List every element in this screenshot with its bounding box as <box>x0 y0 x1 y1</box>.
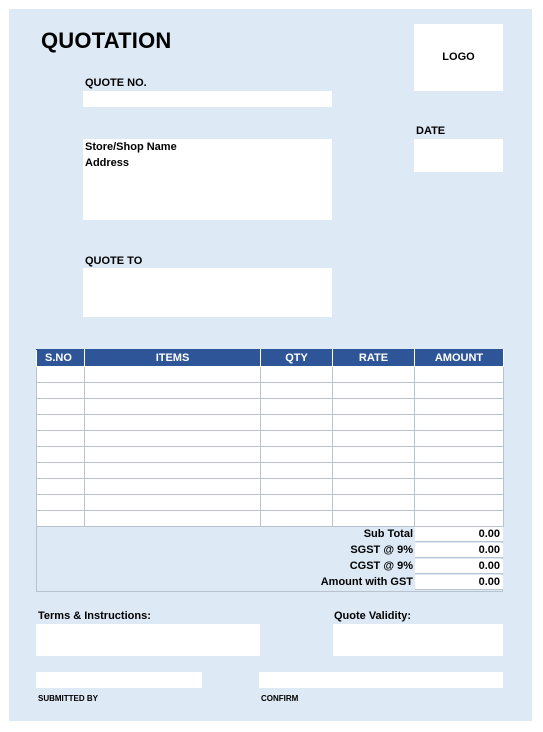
submitted-by-field[interactable] <box>36 672 202 688</box>
date-field[interactable] <box>414 139 503 172</box>
amount-cell[interactable] <box>415 399 504 415</box>
rate-cell[interactable] <box>333 367 415 383</box>
subtotal-label: Sub Total <box>363 528 413 540</box>
table-row <box>37 399 504 415</box>
amount-gst-row <box>37 575 504 591</box>
terms-label: Terms & Instructions: <box>38 610 151 622</box>
qty-cell[interactable] <box>261 431 333 447</box>
header-amount: AMOUNT <box>415 350 504 367</box>
subtotal-row <box>37 527 504 543</box>
logo-box[interactable] <box>414 24 503 91</box>
header-qty: QTY <box>261 350 333 367</box>
table-row <box>37 447 504 463</box>
qty-cell[interactable] <box>261 463 333 479</box>
quote-no-field[interactable] <box>83 91 332 107</box>
sno-cell[interactable] <box>37 479 85 495</box>
confirm-label: CONFIRM <box>261 694 299 703</box>
validity-field[interactable] <box>333 624 503 656</box>
validity-label: Quote Validity: <box>334 610 412 622</box>
rate-cell[interactable] <box>333 479 415 495</box>
logo-label: LOGO <box>442 51 475 63</box>
table-row <box>37 479 504 495</box>
terms-field[interactable] <box>36 624 260 656</box>
sno-cell[interactable] <box>37 495 85 511</box>
totals-section <box>36 527 503 592</box>
items-table <box>36 349 504 527</box>
rate-cell[interactable] <box>333 431 415 447</box>
sno-cell[interactable] <box>37 399 85 415</box>
rate-cell[interactable] <box>333 415 415 431</box>
store-address-field[interactable] <box>83 139 332 220</box>
item-cell[interactable] <box>85 479 261 495</box>
table-row <box>37 383 504 399</box>
amount-gst-label: Amount with GST <box>320 576 413 588</box>
sno-cell[interactable] <box>37 511 85 527</box>
sno-cell[interactable] <box>37 447 85 463</box>
item-cell[interactable] <box>85 431 261 447</box>
sno-cell[interactable] <box>37 367 85 383</box>
date-label: DATE <box>416 125 446 137</box>
rate-cell[interactable] <box>333 463 415 479</box>
amount-gst-value[interactable]: 0.00 <box>415 575 503 590</box>
store-name-text: Store/Shop Name <box>85 141 177 153</box>
amount-cell[interactable] <box>415 367 504 383</box>
cgst-row <box>37 559 504 575</box>
quote-to-field[interactable] <box>83 268 332 317</box>
rate-cell[interactable] <box>333 511 415 527</box>
qty-cell[interactable] <box>261 383 333 399</box>
sgst-label: SGST @ 9% <box>350 544 413 556</box>
item-cell[interactable] <box>85 399 261 415</box>
qty-cell[interactable] <box>261 495 333 511</box>
header-items: ITEMS <box>85 350 261 367</box>
table-row <box>37 495 504 511</box>
sno-cell[interactable] <box>37 431 85 447</box>
amount-cell[interactable] <box>415 383 504 399</box>
submitted-by-label: SUBMITTED BY <box>38 694 98 703</box>
subtotal-value[interactable]: 0.00 <box>415 527 503 542</box>
header-rate: RATE <box>333 350 415 367</box>
item-cell[interactable] <box>85 447 261 463</box>
amount-cell[interactable] <box>415 447 504 463</box>
sgst-value[interactable]: 0.00 <box>415 543 503 558</box>
confirm-field[interactable] <box>259 672 503 688</box>
item-cell[interactable] <box>85 463 261 479</box>
amount-cell[interactable] <box>415 431 504 447</box>
sgst-row <box>37 543 504 559</box>
item-cell[interactable] <box>85 383 261 399</box>
rate-cell[interactable] <box>333 383 415 399</box>
amount-cell[interactable] <box>415 511 504 527</box>
quote-to-label: QUOTE TO <box>85 255 143 267</box>
qty-cell[interactable] <box>261 399 333 415</box>
qty-cell[interactable] <box>261 511 333 527</box>
table-row <box>37 431 504 447</box>
table-row <box>37 415 504 431</box>
amount-cell[interactable] <box>415 415 504 431</box>
amount-cell[interactable] <box>415 495 504 511</box>
document-title: QUOTATION <box>41 28 172 53</box>
cgst-label: CGST @ 9% <box>349 560 413 572</box>
item-cell[interactable] <box>85 495 261 511</box>
qty-cell[interactable] <box>261 415 333 431</box>
item-cell[interactable] <box>85 367 261 383</box>
qty-cell[interactable] <box>261 447 333 463</box>
quote-no-label: QUOTE NO. <box>85 77 147 89</box>
address-text: Address <box>85 157 130 169</box>
table-header-row <box>37 350 504 367</box>
item-cell[interactable] <box>85 511 261 527</box>
item-cell[interactable] <box>85 415 261 431</box>
table-row <box>37 511 504 527</box>
header-sno: S.NO <box>37 350 85 367</box>
rate-cell[interactable] <box>333 447 415 463</box>
qty-cell[interactable] <box>261 479 333 495</box>
amount-cell[interactable] <box>415 479 504 495</box>
table-row <box>37 367 504 383</box>
sno-cell[interactable] <box>37 415 85 431</box>
sno-cell[interactable] <box>37 463 85 479</box>
sno-cell[interactable] <box>37 383 85 399</box>
table-row <box>37 463 504 479</box>
cgst-value[interactable]: 0.00 <box>415 559 503 574</box>
qty-cell[interactable] <box>261 367 333 383</box>
rate-cell[interactable] <box>333 495 415 511</box>
amount-cell[interactable] <box>415 463 504 479</box>
rate-cell[interactable] <box>333 399 415 415</box>
